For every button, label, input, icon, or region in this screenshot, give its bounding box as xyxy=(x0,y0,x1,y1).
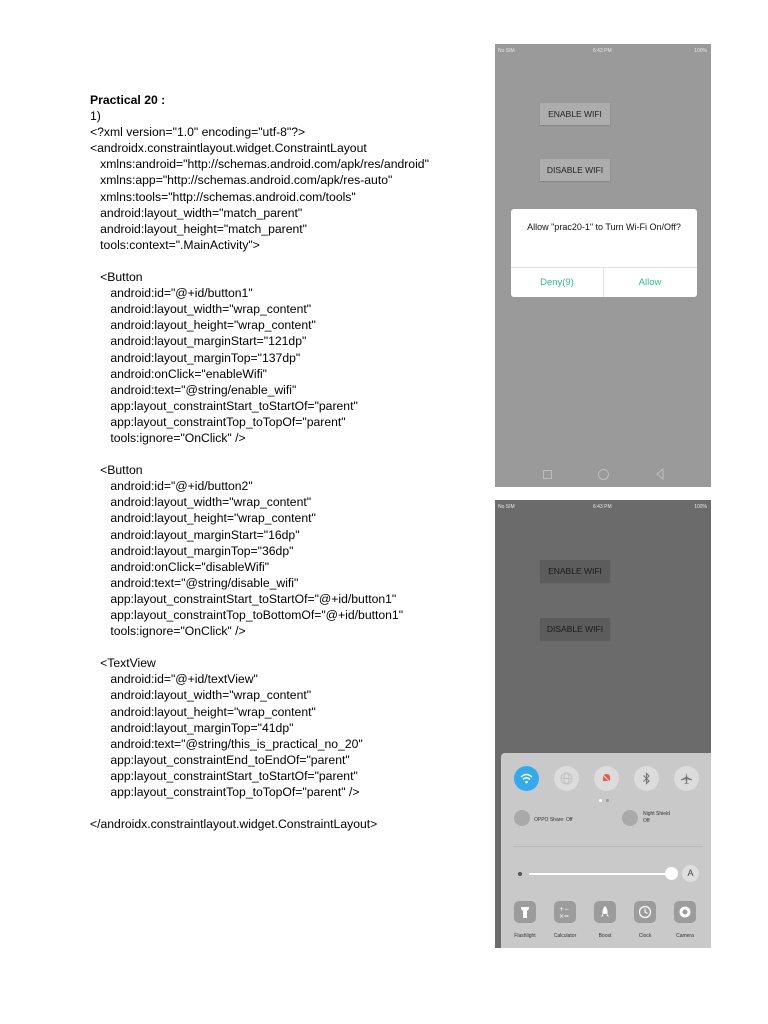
flashlight-label: Flashlight xyxy=(514,933,536,939)
code-line: android:layout_marginStart="121dp" xyxy=(90,334,307,349)
status-bar xyxy=(495,500,711,514)
code-line: android:text="@string/enable_wifi" xyxy=(90,382,297,397)
code-line: </androidx.constraintlayout.widget.ConstraintLayout> xyxy=(90,817,378,832)
night-shield-title: Night Shield xyxy=(643,811,670,817)
disable-wifi-button[interactable]: DISABLE WIFI xyxy=(540,618,610,640)
code-line: android:id="@+id/textView" xyxy=(90,672,258,687)
bluetooth-toggle[interactable] xyxy=(634,766,659,791)
phone-screenshot-quick-settings xyxy=(495,500,711,948)
code-line: android:layout_height="wrap_content" xyxy=(90,511,316,526)
code-line: xmlns:app="http://schemas.android.com/apk/res-auto" xyxy=(90,173,393,188)
enable-wifi-button[interactable]: ENABLE WIFI xyxy=(540,560,610,582)
brightness-slider-knob[interactable] xyxy=(665,867,678,880)
code-line: android:layout_marginStart="16dp" xyxy=(90,527,300,542)
wifi-icon xyxy=(519,771,534,786)
camera-label: Camera xyxy=(676,933,694,939)
status-bar xyxy=(495,44,711,58)
svg-text:×=: ×= xyxy=(559,913,570,919)
do-not-disturb-toggle[interactable] xyxy=(594,766,619,791)
status-carrier: No SIM xyxy=(498,48,515,54)
airplane-icon xyxy=(679,771,694,786)
code-line xyxy=(90,800,480,816)
svg-text:+−: +− xyxy=(559,906,570,913)
code-line: android:layout_height="wrap_content" xyxy=(90,704,316,719)
code-line: android:onClick="enableWifi" xyxy=(90,366,267,381)
calculator-button[interactable] xyxy=(554,901,576,923)
code-line: android:layout_width="wrap_content" xyxy=(90,302,312,317)
data-toggle[interactable] xyxy=(554,766,579,791)
code-line: tools:ignore="OnClick" /> xyxy=(90,430,246,445)
airplane-toggle[interactable] xyxy=(674,766,699,791)
code-line: android:layout_marginTop="137dp" xyxy=(90,350,301,365)
status-time: 6:43 PM xyxy=(593,48,612,54)
status-battery: 100% xyxy=(694,504,707,510)
dialog-message: Allow "prac20-1" to Turn Wi-Fi On/Off? xyxy=(527,222,681,232)
code-line: android:layout_width="wrap_content" xyxy=(90,688,312,703)
code-line: android:layout_width="match_parent" xyxy=(90,205,303,220)
night-shield-state: Off xyxy=(643,818,650,824)
oppo-share-icon[interactable] xyxy=(514,810,530,826)
practical-heading: Practical 20 : xyxy=(90,93,166,107)
boost-label: Boost xyxy=(598,933,612,939)
disable-wifi-button[interactable]: DISABLE WIFI xyxy=(540,159,610,181)
code-line: <?xml version="1.0" encoding="utf-8"?> xyxy=(90,125,306,140)
calculator-icon xyxy=(558,905,572,919)
page-indicator xyxy=(597,799,617,803)
back-icon[interactable] xyxy=(655,468,665,480)
camera-button[interactable] xyxy=(674,901,696,923)
bell-off-icon xyxy=(599,771,614,786)
code-line: xmlns:tools="http://schemas.android.com/tools" xyxy=(90,189,356,204)
boost-button[interactable] xyxy=(594,901,616,923)
clock-icon xyxy=(638,905,652,919)
recents-icon[interactable] xyxy=(543,470,552,479)
phone-screenshot-dialog xyxy=(495,44,711,487)
status-carrier: No SIM xyxy=(498,504,515,510)
code-line: <TextView xyxy=(90,656,156,671)
camera-icon xyxy=(678,905,692,919)
deny-button[interactable]: Deny(9) xyxy=(540,277,574,288)
nav-bar xyxy=(495,461,711,487)
rocket-icon xyxy=(598,905,612,919)
code-line: tools:ignore="OnClick" /> xyxy=(90,624,246,639)
code-line: app:layout_constraintStart_toStartOf="parent" xyxy=(90,398,358,413)
code-line: <androidx.constraintlayout.widget.ConstraintLayout xyxy=(90,141,367,156)
brightness-slider-track[interactable] xyxy=(529,873,671,875)
code-line: <Button xyxy=(90,463,143,478)
clock-label: Clock xyxy=(638,933,652,939)
home-icon[interactable] xyxy=(598,469,609,480)
bluetooth-icon xyxy=(639,771,654,786)
code-line: android:layout_height="match_parent" xyxy=(90,221,308,236)
code-line xyxy=(90,446,480,462)
code-line: app:layout_constraintEnd_toEndOf="parent" xyxy=(90,752,350,767)
code-line: android:layout_marginTop="41dp" xyxy=(90,720,294,735)
calculator-label: Calculator xyxy=(553,933,577,939)
night-shield-icon[interactable] xyxy=(622,810,638,826)
wifi-toggle[interactable] xyxy=(514,766,539,791)
enable-wifi-button[interactable]: ENABLE WIFI xyxy=(540,103,610,125)
status-battery: 100% xyxy=(694,48,707,54)
allow-button[interactable]: Allow xyxy=(638,277,662,288)
code-line: android:id="@+id/button2" xyxy=(90,479,253,494)
code-line: android:id="@+id/button1" xyxy=(90,286,253,301)
code-line: tools:context=".MainActivity"> xyxy=(90,237,260,252)
code-line: app:layout_constraintStart_toStartOf="parent" xyxy=(90,768,358,783)
clock-button[interactable] xyxy=(634,901,656,923)
divider xyxy=(513,846,703,847)
code-line: app:layout_constraintStart_toStartOf="@+id/button1" xyxy=(90,591,397,606)
oppo-share-label: OPPO Share: Off xyxy=(534,817,573,823)
code-line: <Button xyxy=(90,270,143,285)
code-line: xmlns:android="http://schemas.android.com/apk/res/android" xyxy=(90,157,429,172)
code-line: android:text="@string/disable_wifi" xyxy=(90,575,299,590)
code-line: app:layout_constraintTop_toTopOf="parent" xyxy=(90,414,346,429)
code-line: android:onClick="disableWifi" xyxy=(90,559,270,574)
globe-icon xyxy=(559,771,574,786)
status-time: 6:43 PM xyxy=(593,504,612,510)
flashlight-icon xyxy=(518,905,532,919)
auto-brightness-button[interactable]: A xyxy=(682,865,699,882)
code-line: 1) xyxy=(90,109,101,124)
code-line: android:layout_height="wrap_content" xyxy=(90,318,316,333)
code-line: android:layout_marginTop="36dp" xyxy=(90,543,294,558)
flashlight-button[interactable] xyxy=(514,901,536,923)
code-line: app:layout_constraintTop_toTopOf="parent" /> xyxy=(90,785,360,800)
brightness-icon xyxy=(515,869,525,879)
code-line: android:text="@string/this_is_practical_no_20" xyxy=(90,736,363,751)
permission-dialog xyxy=(511,209,697,297)
code-line xyxy=(90,639,480,655)
code-line: app:layout_constraintTop_toBottomOf="@+id/button1" xyxy=(90,608,404,622)
code-line: android:layout_width="wrap_content" xyxy=(90,495,312,510)
quick-settings-panel xyxy=(501,753,711,948)
document-text xyxy=(90,92,480,832)
code-line xyxy=(90,253,480,269)
